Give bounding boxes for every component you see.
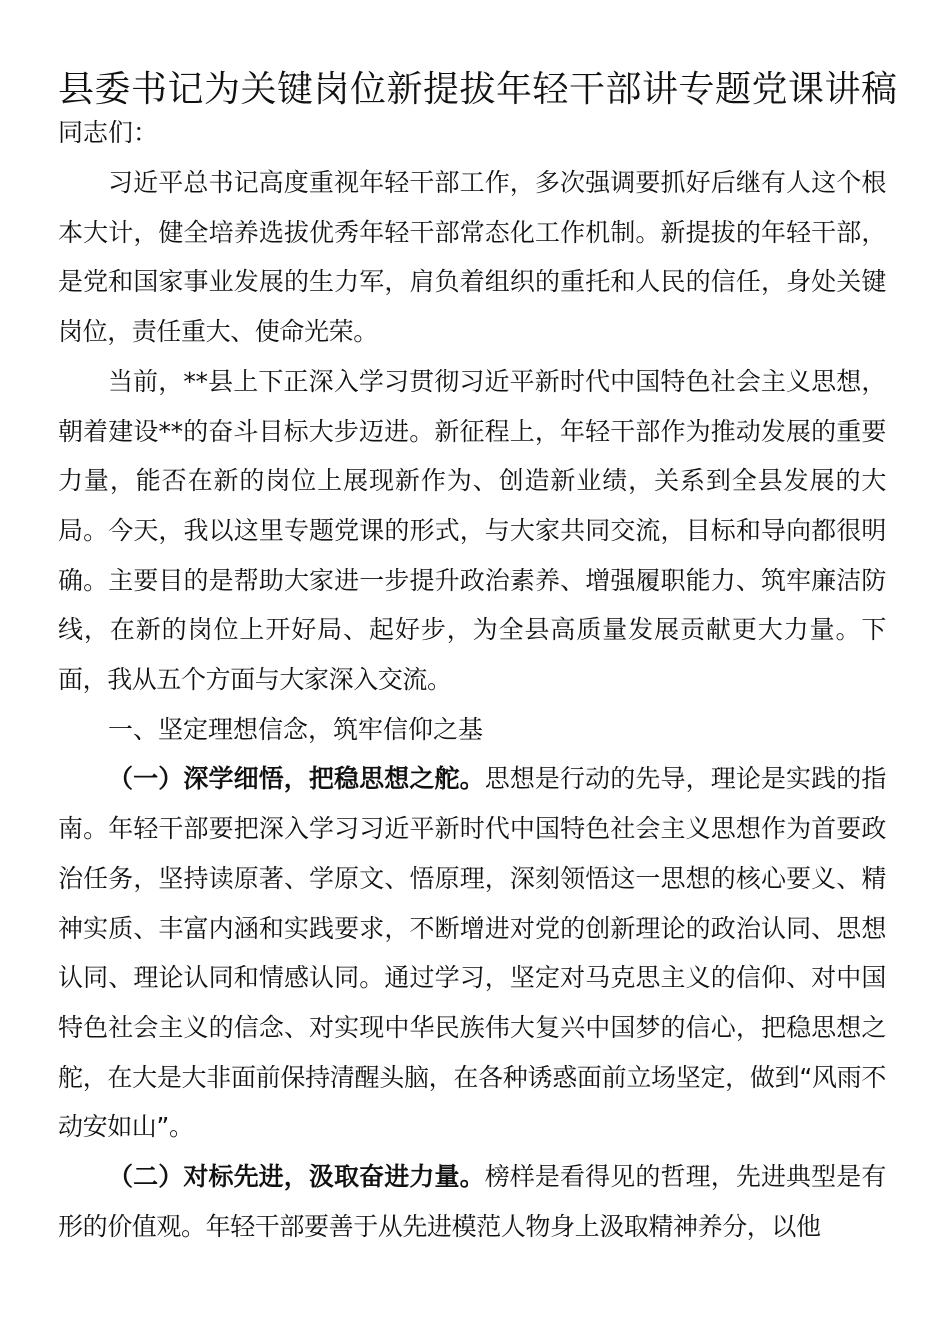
- subsection-1-text: 思想是行动的先导，理论是实践的指南。年轻干部要把深入学习习近平新时代中国特色社会主义思想作为首要政治任务，坚持读原著、学原文、悟原理，深刻领悟这一思想的核心要义、精神实质、丰富内涵和实践要求，不断增进对党的创新理论的政治认同、思想认同、理论认同和情感认同。通过学习，坚定对马克思主义的信仰、对中国特色社会主义的信念、对实现中华民族伟大复兴中国梦的信心，把稳思想之舵，在大是大非面前保持清醒头脑，在各种诱惑面前立场坚定，做到“风雨不动安如山”。: [58, 764, 886, 1142]
- subsection-1-paragraph: [58, 754, 886, 1152]
- document-page: [58, 68, 898, 1251]
- subsection-1-title: （一）深学细悟，把稳思想之舵。: [108, 764, 485, 794]
- document-title: 县委书记为关键岗位新提拔年轻干部讲专题党课讲稿: [58, 69, 898, 110]
- subsection-2-title: （二）对标先进，汲取奋进力量。: [108, 1162, 485, 1192]
- subsection-2-paragraph: [58, 1152, 886, 1251]
- section-heading-1: 一、坚定理想信念，筑牢信仰之基: [108, 714, 484, 744]
- subsection-2-text: 榜样是看得见的哲理，先进典型是有形的价值观。年轻干部要善于从先进模范人物身上汲取精神养分，以他: [58, 1162, 886, 1241]
- paragraph-context: 当前，**县上下正深入学习贯彻习近平新时代中国特色社会主义思想，朝着建设**的奋斗目标大步迈进。新征程上，年轻干部作为推动发展的重要力量，能否在新的岗位上展现新作为、创造新业绩，关系到全县发展的大局。今天，我以这里专题党课的形式，与大家共同交流，目标和导向都很明确。主要目的是帮助大家进一步提升政治素养、增强履职能力、筑牢廉洁防线，在新的岗位上开好局、起好步，为全县高质量发展贡献更大力量。下面，我从五个方面与大家深入交流。: [58, 366, 886, 695]
- paragraph-intro: 习近平总书记高度重视年轻干部工作，多次强调要抓好后继有人这个根本大计，健全培养选拔优秀年轻干部常态化工作机制。新提拔的年轻干部，是党和国家事业发展的生力军，肩负着组织的重托和人民的信任，身处关键岗位，责任重大、使命光荣。: [58, 168, 886, 347]
- salutation: 同志们：: [58, 118, 159, 147]
